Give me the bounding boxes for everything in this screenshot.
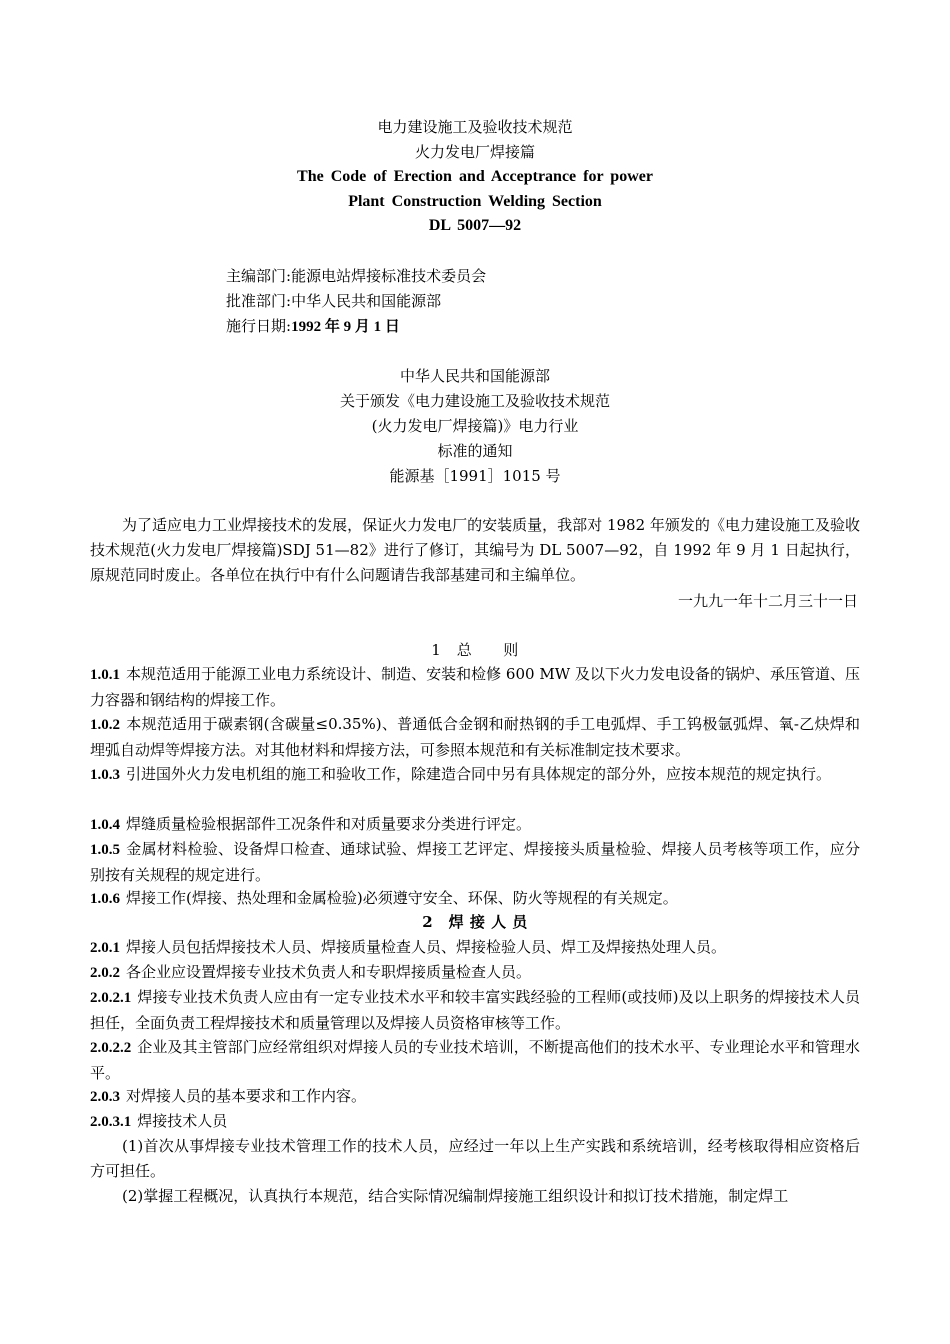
notice-issuer: 中华人民共和国能源部	[399, 367, 550, 385]
clause-text: 本规范适用于碳素钢(含碳量≤0.35%)、普通低合金钢和耐热钢的手工电弧焊、手工钨极氩弧焊、氧-乙炔焊和埋弧自动焊等焊接方法。对其他材料和焊接方法，可参照本规范和有关标准制定技术要求。	[90, 715, 860, 759]
title-en-line2: Plant Construction Welding Section	[348, 193, 602, 210]
clause-text: 各企业应设置焊接专业技术负责人和专职焊接质量检查人员。	[126, 963, 532, 981]
clause-1-0-5	[90, 837, 860, 888]
clause-text: 焊接技术人员	[137, 1112, 228, 1130]
clause-text: 焊接工作(焊接、热处理和金属检验)必须遵守安全、环保、防火等规程的有关规定。	[126, 889, 678, 907]
clause-number: 1.0.4	[90, 817, 120, 833]
clause-text: 引进国外火力发电机组的施工和验收工作，除建造合同中另有具体规定的部分外，应按本规范的规定执行。	[126, 765, 832, 783]
clause-number: 2.0.2.1	[90, 990, 132, 1006]
clause-number: 1.0.2	[90, 717, 120, 733]
clause-text: 金属材料检验、设备焊口检查、通球试验、焊接工艺评定、焊接接头质量检验、焊接人员考核等项工作，应分别按有关规程的规定进行。	[90, 840, 860, 884]
clause-text: 对焊接人员的基本要求和工作内容。	[126, 1087, 367, 1105]
clause-number: 2.0.2.2	[90, 1040, 132, 1056]
clause-number: 1.0.1	[90, 667, 120, 683]
clause-number: 1.0.3	[90, 767, 120, 783]
notice-document-number: 能源基［1991］1015 号	[389, 467, 561, 485]
clause-2-0-3	[90, 1084, 860, 1110]
meta-date-value: 1992 年 9 月 1 日	[291, 319, 400, 335]
clause-2-0-2	[90, 960, 860, 986]
meta-approver-value: 中华人民共和国能源部	[291, 292, 442, 310]
notice-title-line2: (火力发电厂焊接篇)》电力行业	[371, 417, 579, 435]
meta-editor	[226, 265, 486, 287]
clause-1-0-1	[90, 662, 860, 713]
clause-2-0-3-1	[90, 1109, 860, 1135]
subclause-2: (2)掌握工程概况，认真执行本规范，结合实际情况编制焊接施工组织设计和拟订技术措施，制定焊工	[122, 1187, 789, 1205]
clause-text: 焊接专业技术负责人应由有一定专业技术水平和较丰富实践经验的工程师(或技师)及以上职务的焊接技术人员担任，全面负责工程焊接技术和质量管理以及焊接人员资格审核等工作。	[90, 988, 860, 1032]
clause-text: 本规范适用于能源工业电力系统设计、制造、安装和检修 600 MW 及以下火力发电设备的锅炉、承压管道、压力容器和钢结构的焊接工作。	[90, 665, 860, 709]
chapter-2-heading: 2 焊 接 人 员	[422, 913, 528, 931]
meta-approver	[226, 290, 441, 312]
notice-date: 一九九一年十二月三十一日	[677, 592, 858, 610]
meta-approver-label: 批准部门:	[226, 292, 292, 310]
meta-date-label: 施行日期:	[226, 317, 292, 335]
subclause-1: (1)首次从事焊接专业技术管理工作的技术人员，应经过一年以上生产实践和系统培训，经考核取得相应资格后方可担任。	[90, 1137, 860, 1180]
clause-1-0-4	[90, 812, 860, 838]
title-en-line1: The Code of Erection and Acceptrance for power	[297, 168, 653, 185]
notice-body: 为了适应电力工业焊接技术的发展，保证火力发电厂的安装质量，我部对 1982 年颁发的《电力建设施工及验收技术规范(火力发电厂焊接篇)SDJ 51—82》进行了修订，其编号为 DL 5007—92，自 1992 年 9 月 1 日起执行，原规范同时废止。各单位在执行中有什么问题请告我部基建司和主编单位。	[90, 516, 860, 584]
clause-number: 2.0.3.1	[90, 1114, 132, 1130]
notice-title-line3: 标准的通知	[437, 442, 513, 460]
title-cn-sub: 火力发电厂焊接篇	[414, 143, 535, 161]
clause-2-0-1	[90, 935, 860, 961]
clause-number: 1.0.6	[90, 891, 120, 907]
meta-editor-label: 主编部门:	[226, 267, 292, 285]
clause-1-0-6	[90, 886, 860, 912]
clause-text: 焊接人员包括焊接技术人员、焊接质量检查人员、焊接检验人员、焊工及焊接热处理人员。	[126, 938, 727, 956]
title-cn-main: 电力建设施工及验收技术规范	[377, 118, 573, 136]
meta-editor-value: 能源电站焊接标准技术委员会	[291, 267, 487, 285]
clause-2-0-2-2	[90, 1035, 860, 1086]
clause-text: 焊缝质量检验根据部件工况条件和对质量要求分类进行评定。	[126, 815, 532, 833]
clause-number: 2.0.1	[90, 940, 120, 956]
clause-number: 1.0.5	[90, 842, 120, 858]
clause-number: 2.0.3	[90, 1089, 120, 1105]
clause-1-0-3	[90, 762, 860, 788]
chapter-1-heading: 1 总 则	[431, 641, 519, 659]
meta-date	[226, 315, 400, 338]
clause-number: 2.0.2	[90, 965, 120, 981]
clause-1-0-2	[90, 712, 860, 763]
clause-text: 企业及其主管部门应经常组织对焊接人员的专业技术培训，不断提高他们的技术水平、专业理论水平和管理水平。	[90, 1038, 860, 1082]
standard-code: DL 5007—92	[428, 217, 522, 234]
notice-title-line1: 关于颁发《电力建设施工及验收技术规范	[339, 392, 610, 410]
clause-2-0-2-1	[90, 985, 860, 1036]
